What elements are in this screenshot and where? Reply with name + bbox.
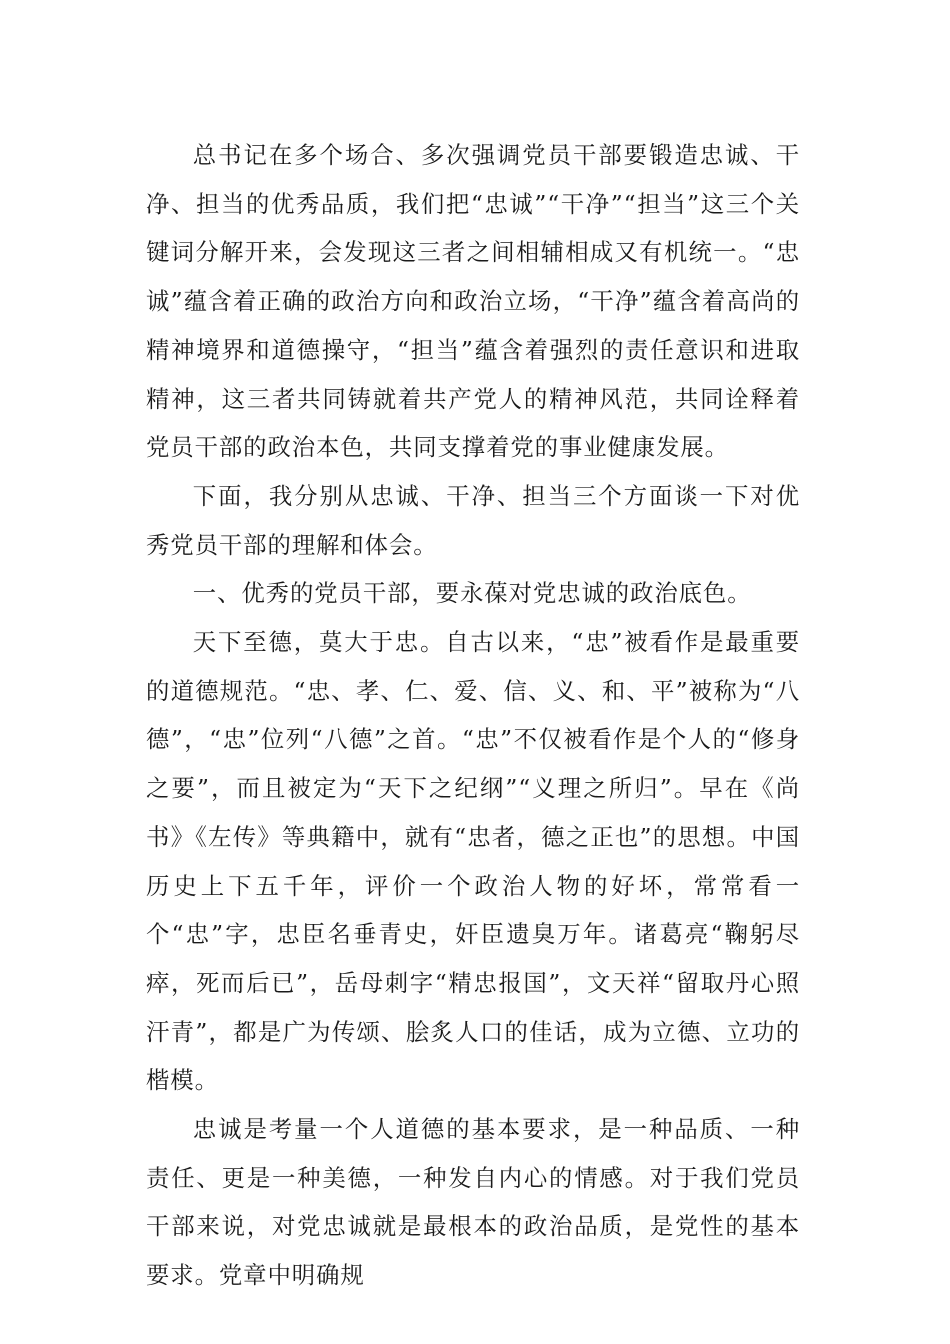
paragraph-overview: 下面，我分别从忠诚、干净、担当三个方面谈一下对优秀党员干部的理解和体会。 (146, 481, 800, 559)
section-heading-loyalty: 一、优秀的党员干部，要永葆对党忠诚的政治底色。 (192, 579, 752, 608)
paragraph-loyalty-history: 天下至德，莫大于忠。自古以来，“忠”被看作是最重要的道德规范。“忠、孝、仁、爱、信、义、和、平”被称为“八德”，“忠”位列“八德”之首。“忠”不仅被看作是个人的“修身之要”，而且被定为“天下之纪纲”“义理之所归”。早在《尚书》《左传》等典籍中，就有“忠者，德之正也”的思想。中国历史上下五千年，评价一个政治人物的好坏，常常看一个“忠”字，忠臣名垂青史，奸臣遗臭万年。诸葛亮“鞠躬尽瘁，死而后已”，岳母刺字“精忠报国”，文天祥“留取丹心照汗青”，都是广为传颂、脍炙人口的佳话，成为立德、立功的楷模。 (146, 628, 800, 1095)
paragraph-intro: 总书记在多个场合、多次强调党员干部要锻造忠诚、干净、担当的优秀品质，我们把“忠诚”“干净”“担当”这三个关键词分解开来，会发现这三者之间相辅相成又有机统一。“忠诚”蕴含着正确的政治方向和政治立场，“干净”蕴含着高尚的精神境界和道德操守，“担当”蕴含着强烈的责任意识和进取精神，这三者共同铸就着共产党人的精神风范，共同诠释着党员干部的政治本色，共同支撑着党的事业健康发展。 (146, 141, 800, 462)
paragraph-loyalty-requirement: 忠诚是考量一个人道德的基本要求，是一种品质、一种责任、更是一种美德，一种发自内心的情感。对于我们党员干部来说，对党忠诚就是最根本的政治品质，是党性的基本要求。党章中明确规 (146, 1115, 800, 1290)
document-body (146, 131, 800, 1300)
